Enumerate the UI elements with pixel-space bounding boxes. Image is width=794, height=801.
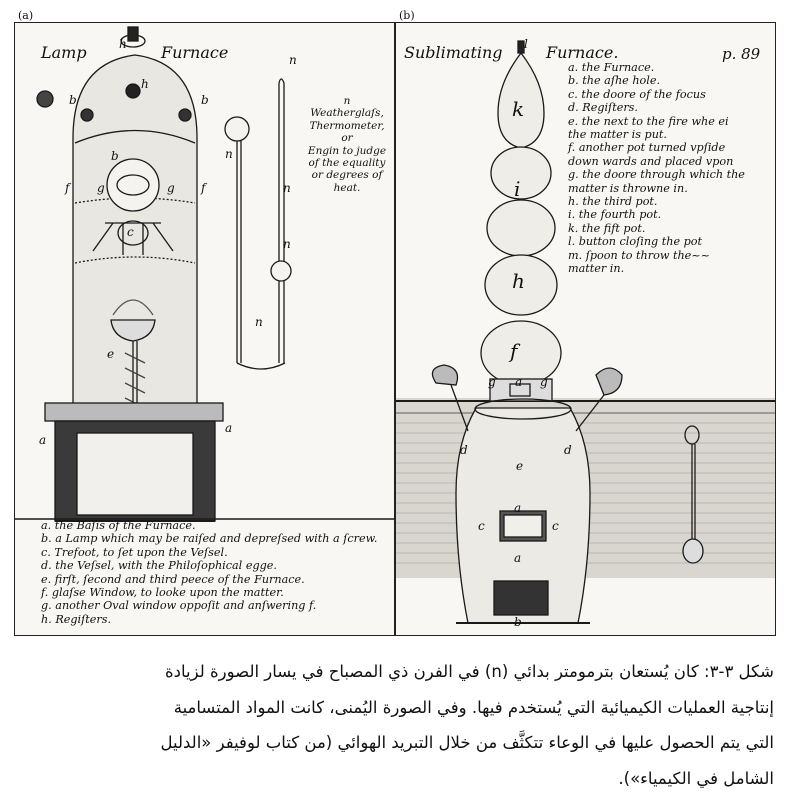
marker-c: c [478, 519, 485, 533]
marker-h: h [512, 269, 525, 293]
panel-label-a: (a) [18, 9, 34, 22]
marker-c: c [552, 519, 559, 533]
weatherglass-line: n [343, 95, 351, 107]
legend-item: matter in. [568, 262, 625, 276]
legend-item: h. Regiſters. [41, 612, 112, 626]
weatherglass-line: heat. [333, 181, 361, 194]
legend-item: the matter is put. [568, 128, 667, 142]
caption-line: التي يتم الحصول عليها في الوعاء تتكثَّف من خلال التبريد الهوائي (من كتاب لوفيفر «الدليل [160, 733, 774, 752]
marker-h: h [119, 37, 127, 51]
marker-g: g [540, 375, 548, 389]
title-lamp: Lamp [41, 43, 87, 62]
legend-item: k. the fift pot. [568, 221, 646, 235]
weatherglass-line: of the equality [308, 157, 386, 170]
weatherglass-label [301, 95, 393, 194]
lamp-furnace-engraving [14, 22, 395, 636]
title-sublimating: Sublimating [404, 43, 503, 62]
figure-caption [22, 654, 774, 796]
sublimating-furnace-legend [568, 61, 745, 276]
marker-e: e [516, 459, 524, 473]
sublimating-furnace-engraving [395, 22, 776, 636]
legend-item: f. glaſse Window, to looke upon the matter. [41, 586, 284, 600]
title-furnace: Furnace. [546, 43, 619, 62]
legend-item: b. the aſhe hole. [568, 74, 661, 88]
page-number: p. 89 [722, 45, 761, 63]
legend-item: c. Trefoot, to ſet upon the Veſsel. [41, 545, 228, 559]
legend-item: a. the Baſis of the Furnace. [41, 519, 196, 532]
marker-a: a [514, 551, 522, 565]
marker-a: a [225, 421, 233, 435]
weatherglass-line: Weatherglaſs, [310, 107, 384, 120]
marker-f: f [510, 339, 518, 363]
legend-item: g. another Oval window oppoſit and anſwering f. [41, 599, 317, 613]
weatherglass-line: or [341, 132, 353, 145]
caption-line: إنتاجية العمليات الكيميائية التي يُستخدم فيها. وفي الصورة اليُمنى، كانت المواد المتسامية [173, 697, 774, 717]
marker-n: n [255, 315, 263, 329]
legend-item: a. the Furnace. [568, 61, 655, 74]
marker-g: g [488, 375, 496, 389]
marker-d: d [460, 443, 468, 457]
marker-b: b [514, 615, 522, 629]
legend-item: f. another pot turned vpſide [568, 141, 726, 155]
marker-n: n [289, 53, 297, 67]
weatherglass-line: or degrees of [311, 169, 383, 182]
marker-h: h [141, 77, 149, 91]
marker-e: e [107, 347, 115, 361]
marker-l: l [524, 37, 528, 51]
legend-item: e. the next to the fire whe ei [568, 114, 729, 128]
marker-b: b [69, 93, 77, 107]
weatherglass-line: Thermometer, [309, 119, 385, 132]
marker-g: g [167, 181, 175, 195]
marker-n: n [283, 181, 291, 195]
marker-n: n [225, 147, 233, 161]
legend-item: d. the Veſsel, with the Philoſophical egge. [41, 559, 277, 573]
marker-f: f [65, 181, 70, 195]
legend-item: e. firſt, ſecond and third peece of the Furnace. [41, 572, 305, 586]
marker-k: k [512, 97, 525, 121]
marker-f: f [201, 181, 206, 195]
marker-a: a [515, 375, 523, 389]
legend-item: l. button cloſing the pot [568, 235, 703, 249]
title-furnace: Furnace [161, 43, 229, 62]
marker-n: n [283, 237, 291, 251]
legend-item: c. the doore of the focus [568, 87, 706, 101]
legend-item: i. the fourth pot. [568, 208, 662, 222]
legend-item: b. a Lamp which may be raiſed and depreſsed with a ſcrew. [41, 532, 378, 546]
marker-a: a [39, 433, 47, 447]
legend-item: matter is throwne in. [568, 181, 688, 195]
weatherglass-line: Engin to judge [307, 144, 387, 157]
marker-d: d [564, 443, 572, 457]
marker-a: a [514, 501, 522, 515]
legend-item: d. Regiſters. [568, 101, 638, 115]
caption-line: الشامل في الكيمياء»). [618, 768, 774, 788]
marker-i: i [514, 177, 521, 201]
marker-d: b [111, 149, 119, 163]
legend-item: m. ſpoon to throw the~~ [568, 248, 711, 262]
panel-label-b: (b) [399, 9, 415, 22]
lamp-furnace-legend [41, 519, 377, 626]
legend-item: h. the third pot. [568, 195, 658, 209]
legend-item: g. the doore through which the [568, 168, 745, 182]
marker-g: g [97, 181, 105, 195]
marker-c: c [127, 225, 134, 239]
legend-item: down wards and placed vpon [568, 154, 734, 168]
marker-b: b [201, 93, 209, 107]
caption-line: شكل ٣-٣: كان يُستعان بترمومتر بدائي (n) في الفرن ذي المصباح في يسار الصورة لزيادة [165, 662, 774, 681]
